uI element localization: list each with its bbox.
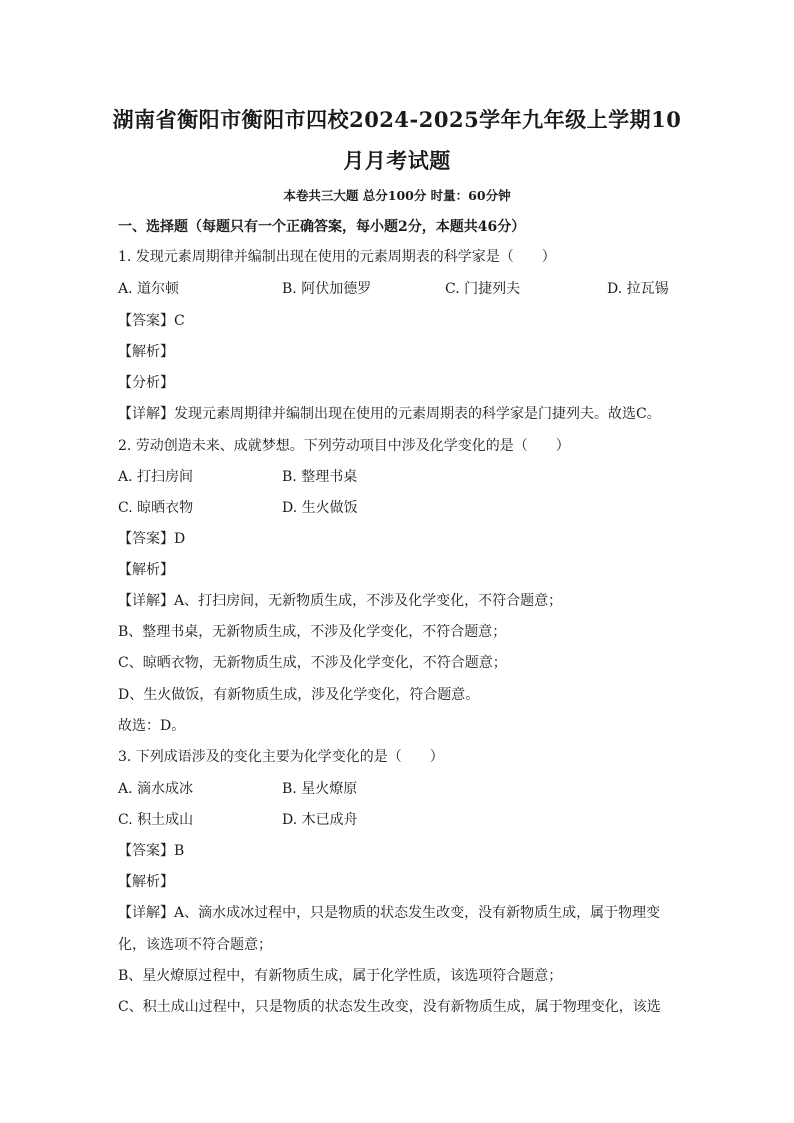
question-2-answer: 【答案】D (118, 531, 186, 547)
section-heading: 一、选择题（每题只有一个正确答案，每小题2分，本题共46分） (118, 219, 526, 235)
question-3-detail-line: 【详解】A、滴水成冰过程中，只是物质的状态发生改变，没有新物质生成，属于物理变 (118, 905, 661, 921)
question-1-option-a: A. 道尔顿 (118, 281, 180, 297)
question-2-option-d: D. 生火做饭 (282, 500, 358, 516)
question-1-fenxi: 【分析】 (118, 375, 174, 391)
question-3-option-b: B. 星火燎原 (282, 781, 358, 797)
question-1-answer: 【答案】C (118, 313, 185, 329)
question-3-option-c: C. 积土成山 (118, 812, 194, 828)
question-1-analysis: 【解析】 (118, 344, 174, 360)
exam-subtitle: 本卷共三大题 总分100分 时量：60分钟 (283, 188, 511, 203)
question-2-option-a: A. 打扫房间 (118, 469, 194, 485)
question-1-option-d: D. 拉瓦锡 (607, 281, 669, 297)
question-3-stem: 3. 下列成语涉及的变化主要为化学变化的是（ ） (118, 749, 444, 765)
question-1-option-c: C. 门捷列夫 (445, 281, 521, 297)
question-2-option-b: B. 整理书桌 (282, 469, 358, 485)
question-2-analysis: 【解析】 (118, 562, 174, 578)
question-2-detail-line: D、生火做饭，有新物质生成，涉及化学变化，符合题意。 (118, 687, 480, 703)
question-3-detail-line: 化，该选项不符合题意； (118, 937, 272, 953)
question-2-detail-line: 【详解】A、打扫房间，无新物质生成，不涉及化学变化，不符合题意； (118, 593, 563, 609)
question-3-detail-line: B、星火燎原过程中，有新物质生成，属于化学性质，该选项符合题意； (118, 968, 563, 984)
question-2-detail-line: B、整理书桌，无新物质生成，不涉及化学变化，不符合题意； (118, 624, 507, 640)
question-2-detail-line: 故选：D。 (118, 718, 186, 734)
question-1-option-b: B. 阿伏加德罗 (282, 281, 372, 297)
question-3-answer: 【答案】B (118, 843, 185, 859)
question-3-option-d: D. 木已成舟 (282, 812, 358, 828)
question-1-detail: 【详解】发现元素周期律并编制出现在使用的元素周期表的科学家是门捷列夫。故选C。 (118, 406, 661, 422)
question-2-option-c: C. 晾晒衣物 (118, 500, 194, 516)
question-2-detail-line: C、晾晒衣物，无新物质生成，不涉及化学变化，不符合题意； (118, 655, 507, 671)
question-1-stem: 1. 发现元素周期律并编制出现在使用的元素周期表的科学家是（ ） (118, 249, 556, 265)
exam-title-line2: 月月考试题 (343, 148, 451, 173)
question-3-option-a: A. 滴水成冰 (118, 781, 194, 797)
exam-title-line1: 湖南省衡阳市衡阳市四校2024-2025学年九年级上学期10 (112, 107, 682, 132)
question-3-detail-line: C、积土成山过程中，只是物质的状态发生改变，没有新物质生成，属于物理变化，该选 (118, 999, 661, 1015)
question-2-stem: 2. 劳动创造未来、成就梦想。下列劳动项目中涉及化学变化的是（ ） (118, 438, 570, 454)
question-3-analysis: 【解析】 (118, 874, 174, 890)
